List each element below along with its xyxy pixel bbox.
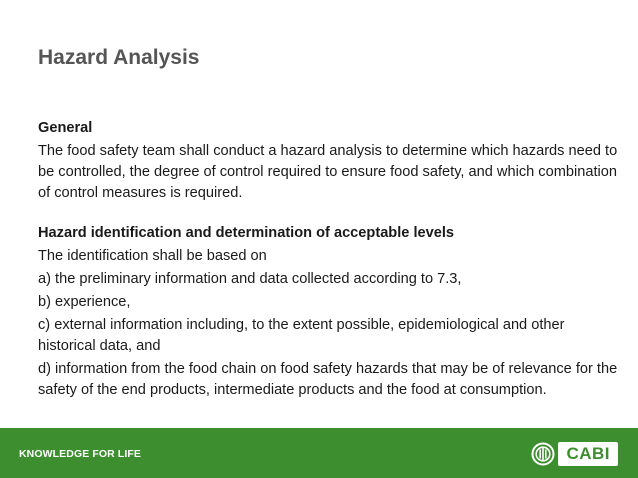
footer-tagline: KNOWLEDGE FOR LIFE [19, 448, 141, 460]
slide-title: Hazard Analysis [38, 46, 200, 69]
list-item-b: b) experience, [38, 294, 131, 310]
cabi-logo [531, 440, 618, 468]
footer-bar [0, 428, 638, 478]
general-heading: General [38, 120, 93, 136]
list-item-a: a) the preliminary information and data collected according to 7.3, [38, 271, 462, 287]
general-paragraph: The food safety team shall conduct a hazard analysis to determine which hazards need to be controlled, the degree of control required to ensure food safety, and which combination of control measures is required. [38, 143, 618, 201]
list-item-c: c) external information including, to the extent possible, epidemiological and other historical data, and [38, 317, 565, 354]
cabi-logo-wordmark [558, 442, 618, 466]
cabi-logo-text: CABI [566, 444, 610, 463]
cabi-logo-mark-icon [531, 442, 555, 466]
slide-content [38, 118, 618, 401]
identification-heading: Hazard identification and determination of acceptable levels [38, 225, 455, 241]
identification-intro: The identification shall be based on [38, 248, 267, 264]
list-item-d: d) information from the food chain on food safety hazards that may be of relevance for the safety of the end products, intermediate products and the food at consumption. [38, 361, 618, 398]
